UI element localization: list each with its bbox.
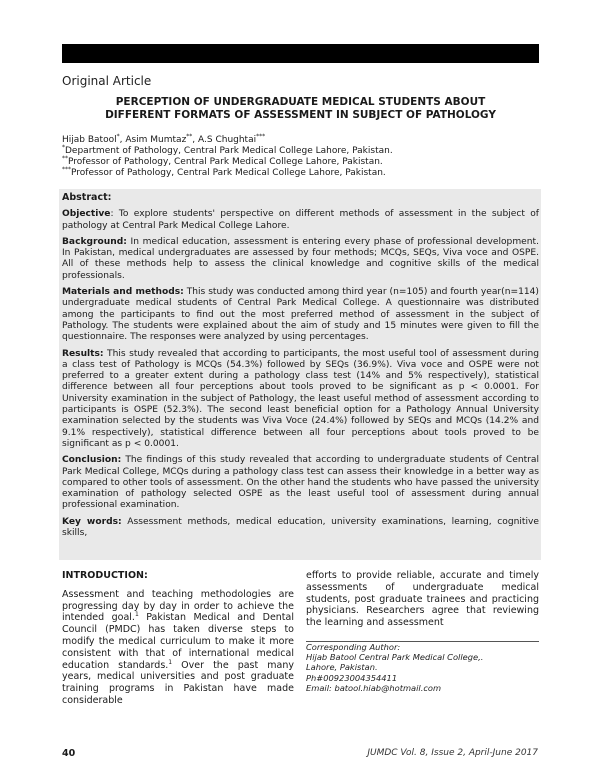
affiliation-1: *Department of Pathology, Central Park Medical College Lahore, Pakistan. [62, 144, 393, 156]
author-list [62, 135, 393, 146]
article-title [62, 96, 539, 122]
intro-left-column [62, 570, 294, 707]
author-3-mark: *** [256, 133, 266, 140]
intro-right-column [306, 570, 539, 629]
abstract-conclusion: Conclusion: The findings of this study revealed that according to undergraduate students of Central Park Medical College, MCQs during a pathology class test can assess their knowledge in a better way as compared to other tools of assessment. On the other hand the students who have passed the university examination of pathology selected OSPE as the least useful tool of assessment during annual professional examination. [62, 455, 539, 511]
author-1-mark: * [116, 133, 120, 140]
intro-paragraph-1: Assessment and teaching methodologies are progressing day by day in order to achieve the intended goal.$^1$ Pakistan Medical and Dental Council (PMDC) has taken diverse steps to modify the medical curriculum to make it more consistent with that of international medical education standards.$^1$ Over the past many years, medical universities and post graduate training programs in Pakistan have made considerable [62, 588, 295, 706]
corresponding-line-2: Lahore, Pakistan. [306, 662, 378, 673]
article-type: Original Article [62, 74, 152, 88]
corresponding-line-1: Hijab Batool Central Park Medical College,. [306, 652, 484, 663]
page-number: 40 [62, 748, 76, 759]
journal-citation: JUMDC Vol. 8, Issue 2, April-June 2017 [367, 748, 538, 758]
abstract-results: Results: This study revealed that according to participants, the most useful tool of assessment during a class test of Pathology is MCQs (54.3%) followed by SEQs (36.9%). Viva voce and OSPE were not preferred to a greater extent during a pathology class test (14% and 5% respectively), statistical difference between all four perceptions about tools proved to be significant as p < 0.0001. For University examination in the subject of Pathology, the least useful method of assessment according to participants is OSPE (52.3%). The second least beneficial option for a Pathology Annual University examination selected by the students was Viva Voce (24.4%) followed by SEQs and MCQs (14.2% and 9.1% respectively), statistical difference between all four perceptions about tools proved to be significant as p < 0.0001. [62, 348, 539, 449]
abstract-background-text: Background: In medical education, assessment is entering every phase of professional development. In Pakistan, medical undergraduates are assessed by four methods; MCQs, SEQs, Viva voce and OSPE. All of these methods help to assess the clinical knowledge and cognitive skills of the medical professionals. [62, 236, 539, 281]
author-2: , Asim Mumtaz [119, 135, 187, 145]
abstract-keywords: Key words: Assessment methods, medical education, university examinations, learning, cognitive skills, [62, 516, 539, 539]
corresponding-label: Corresponding Author: [306, 642, 401, 652]
intro-heading: INTRODUCTION: [62, 570, 148, 581]
citation-ref: 1 [134, 611, 139, 619]
abstract-methods: Materials and methods: This study was conducted among third year (n=105) and fourth year(n=114) undergraduate medical students of Central Park Medical College. A questionnaire was distributed among the participants to find out the most preferred method of assessment in the subject of Pathology. The students were explained about the aim of study and 15 minutes were given to fill the questionnaire. The responses were analyzed by using percentages. [62, 287, 539, 343]
title-line-2: DIFFERENT FORMATS OF ASSESSMENT IN SUBJECT OF PATHOLOGY [105, 109, 496, 121]
header-bar [62, 44, 539, 63]
corresponding-phone: Ph#00923004354411 [306, 672, 398, 683]
author-1: Hijab Batool [62, 135, 117, 145]
affiliation-2: **Professor of Pathology, Central Park Medical College Lahore, Pakistan. [62, 155, 383, 167]
title-line-1: PERCEPTION OF UNDERGRADUATE MEDICAL STUDENTS ABOUT [115, 96, 486, 108]
author-block [62, 135, 393, 179]
corresponding-email: Email: batool.hiab@hotmail.com [306, 682, 442, 693]
affiliation-3: ***Professor of Pathology, Central Park Medical College Lahore, Pakistan. [62, 166, 386, 178]
author-3: , A.S Chughtai [192, 135, 257, 145]
abstract-objective: Objective: To explore students' perspective on different methods of assessment in the subject of pathology at Central Park Medical College Lahore. [62, 209, 539, 231]
citation-ref: 1 [168, 658, 173, 666]
abstract-heading: Abstract: [62, 192, 112, 203]
abstract [62, 192, 539, 544]
intro-paragraph-continued: efforts to provide reliable, accurate and timely assessments of undergraduate medical students, post graduate trainees and practicing physicians. Researchers agree that reviewing the learning and assessment [306, 570, 539, 629]
corresponding-author-box [306, 641, 539, 694]
author-2-mark: ** [186, 133, 193, 140]
